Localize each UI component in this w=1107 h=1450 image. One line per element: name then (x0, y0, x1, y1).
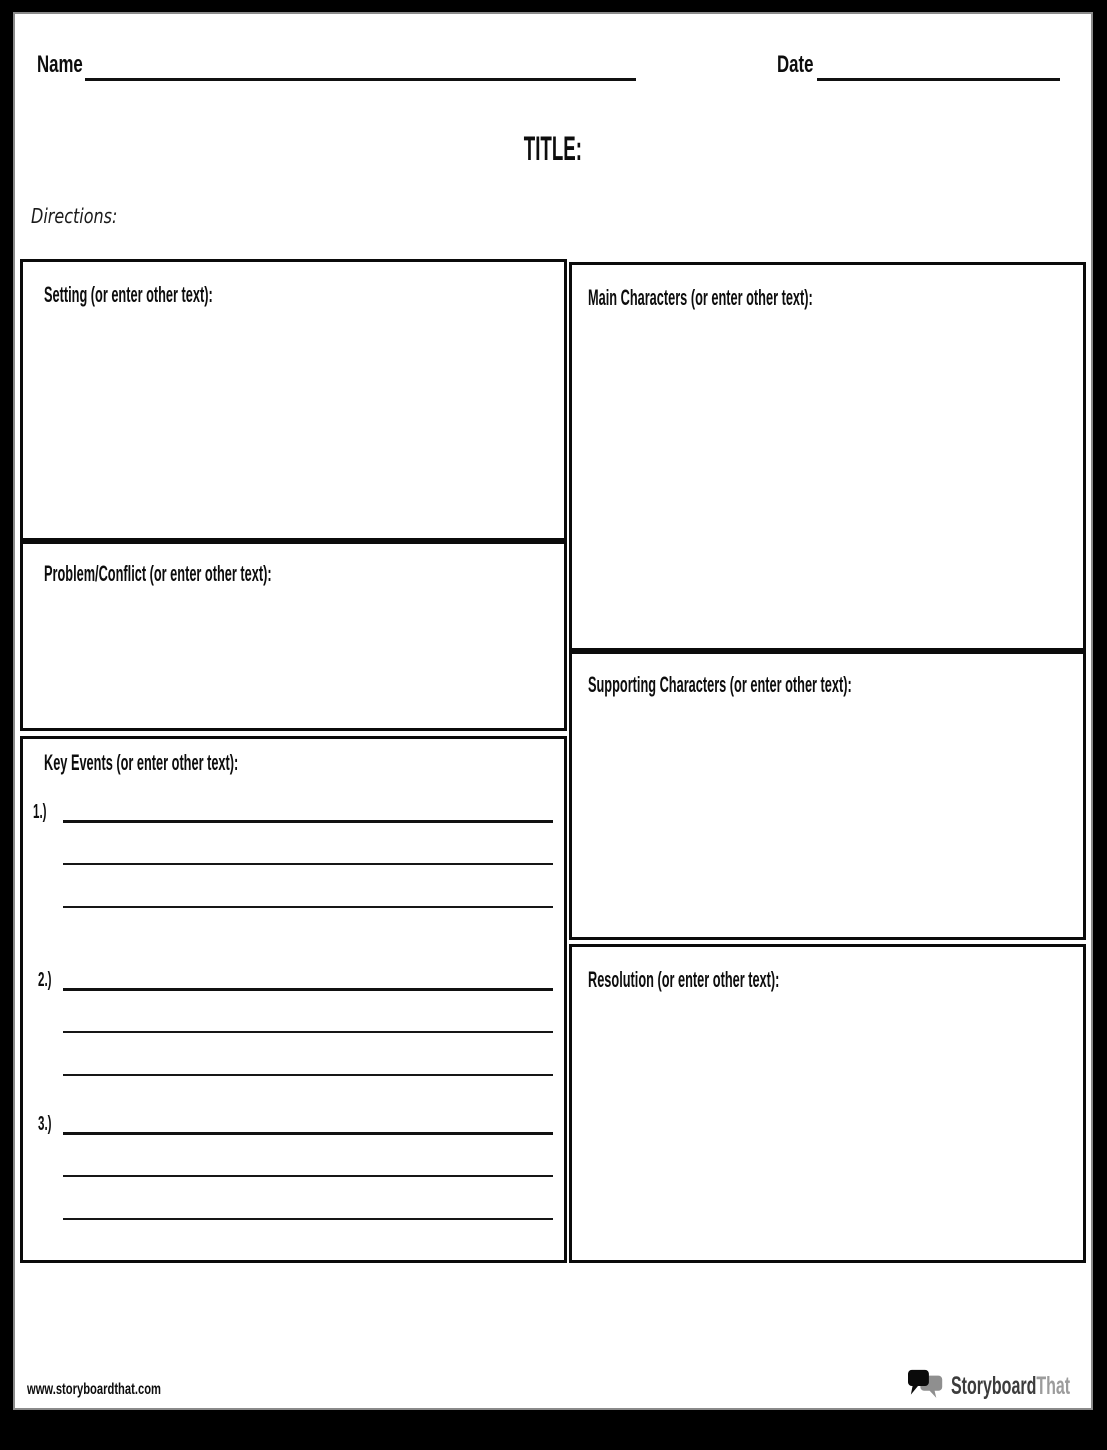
name-input-line[interactable] (85, 78, 636, 81)
key-event-3-line-3[interactable] (63, 1218, 553, 1220)
title-row (13, 130, 1093, 169)
key-event-3-line-1[interactable] (63, 1132, 553, 1135)
supporting-characters-box-label: Supporting Characters (or enter other text): (588, 672, 852, 697)
page-title: TITLE: (523, 130, 583, 168)
key-event-1-line-3[interactable] (63, 906, 553, 908)
key-events-box-label: Key Events (or enter other text): (44, 750, 239, 775)
date-input-line[interactable] (817, 78, 1060, 81)
key-event-1-number: 1.) (33, 801, 47, 823)
name-label: Name (37, 51, 83, 78)
logo-text-primary: Storyboard (951, 1372, 1037, 1400)
problem-conflict-box-label: Problem/Conflict (or enter other text): (44, 561, 272, 586)
main-characters-box[interactable] (569, 262, 1086, 651)
key-event-1-line-2[interactable] (63, 863, 553, 865)
resolution-box-label: Resolution (or enter other text): (588, 967, 780, 992)
setting-box[interactable] (20, 259, 567, 541)
key-event-2-number: 2.) (38, 969, 52, 991)
key-event-1-line-1[interactable] (63, 820, 553, 823)
key-event-3-number: 3.) (38, 1113, 52, 1135)
footer-url: www.storyboardthat.com (27, 1381, 162, 1398)
key-event-2-line-1[interactable] (63, 988, 553, 991)
setting-box-label: Setting (or enter other text): (44, 282, 213, 307)
key-events-box[interactable] (20, 736, 567, 1263)
directions-label: Directions: (31, 204, 118, 228)
key-event-2-line-2[interactable] (63, 1031, 553, 1033)
key-event-3-line-2[interactable] (63, 1175, 553, 1177)
logo-wordmark (951, 1372, 1070, 1401)
key-event-2-line-3[interactable] (63, 1074, 553, 1076)
problem-conflict-box[interactable] (20, 541, 567, 731)
main-characters-box-label: Main Characters (or enter other text): (588, 285, 813, 310)
speech-bubbles-icon (908, 1368, 946, 1405)
date-label: Date (777, 51, 814, 78)
supporting-characters-box[interactable] (569, 651, 1086, 940)
storyboardthat-logo[interactable] (908, 1368, 1107, 1405)
resolution-box[interactable] (569, 944, 1086, 1263)
logo-text-secondary: That (1036, 1372, 1071, 1400)
